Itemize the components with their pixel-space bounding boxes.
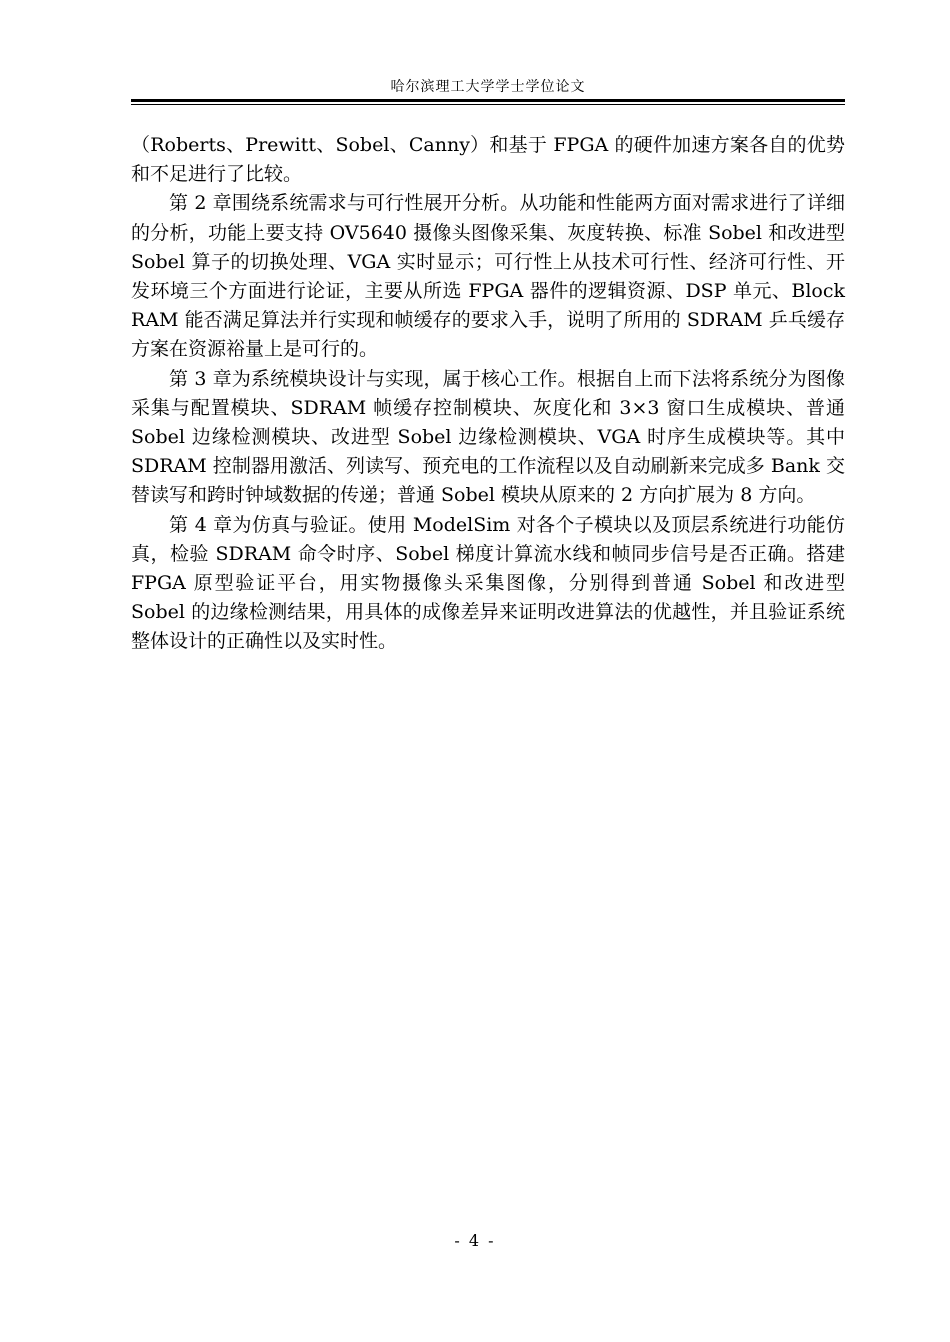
paragraph-chapter-3: 第 3 章为系统模块设计与实现，属于核心工作。根据自上而下法将系统分为图像采集与配置模块、SDRAM 帧缓存控制模块、灰度化和 3×3 窗口生成模块、普通 Sobel 边缘检测模块、改进型 Sobel 边缘检测模块、VGA 时序生成模块等。其中 SDRAM 控制器用激活、列读写、预充电的工作流程以及自动刷新来完成多 Bank 交替读写和跨时钟域数据的传递；普通 Sobel 模块从原来的 2 方向扩展为 8 方向。 bbox=[131, 367, 845, 507]
header-rule-thin bbox=[131, 104, 845, 105]
paragraph-chapter-4: 第 4 章为仿真与验证。使用 ModelSim 对各个子模块以及顶层系统进行功能仿真，检验 SDRAM 命令时序、Sobel 梯度计算流水线和帧同步信号是否正确。搭建 FPGA 原型验证平台，用实物摄像头采集图像，分别得到普通 Sobel 和改进型 Sobel 的边缘检测结果，用具体的成像差异来证明改进算法的优越性，并且验证系统整体设计的正确性以及实时性。 bbox=[131, 513, 845, 653]
running-header: 哈尔滨理工大学学士学位论文 bbox=[390, 79, 586, 95]
header-rule-thick bbox=[131, 99, 845, 102]
paragraph-chapter-2: 第 2 章围绕系统需求与可行性展开分析。从功能和性能两方面对需求进行了详细的分析，功能上要支持 OV5640 摄像头图像采集、灰度转换、标准 Sobel 和改进型 Sobel 算子的切换处理、VGA 实时显示；可行性上从技术可行性、经济可行性、开发环境三个方面进行论证，主要从所选 FPGA 器件的逻辑资源、DSP 单元、Block RAM 能否满足算法并行实现和帧缓存的要求入手，说明了所用的 SDRAM 乒乓缓存方案在资源裕量上是可行的。 bbox=[131, 192, 845, 361]
body-text bbox=[131, 131, 845, 657]
page-number: - 4 - bbox=[454, 1231, 496, 1250]
paragraph-continuation: （Roberts、Prewitt、Sobel、Canny）和基于 FPGA 的硬件加速方案各自的优势和不足进行了比较。 bbox=[131, 134, 845, 186]
